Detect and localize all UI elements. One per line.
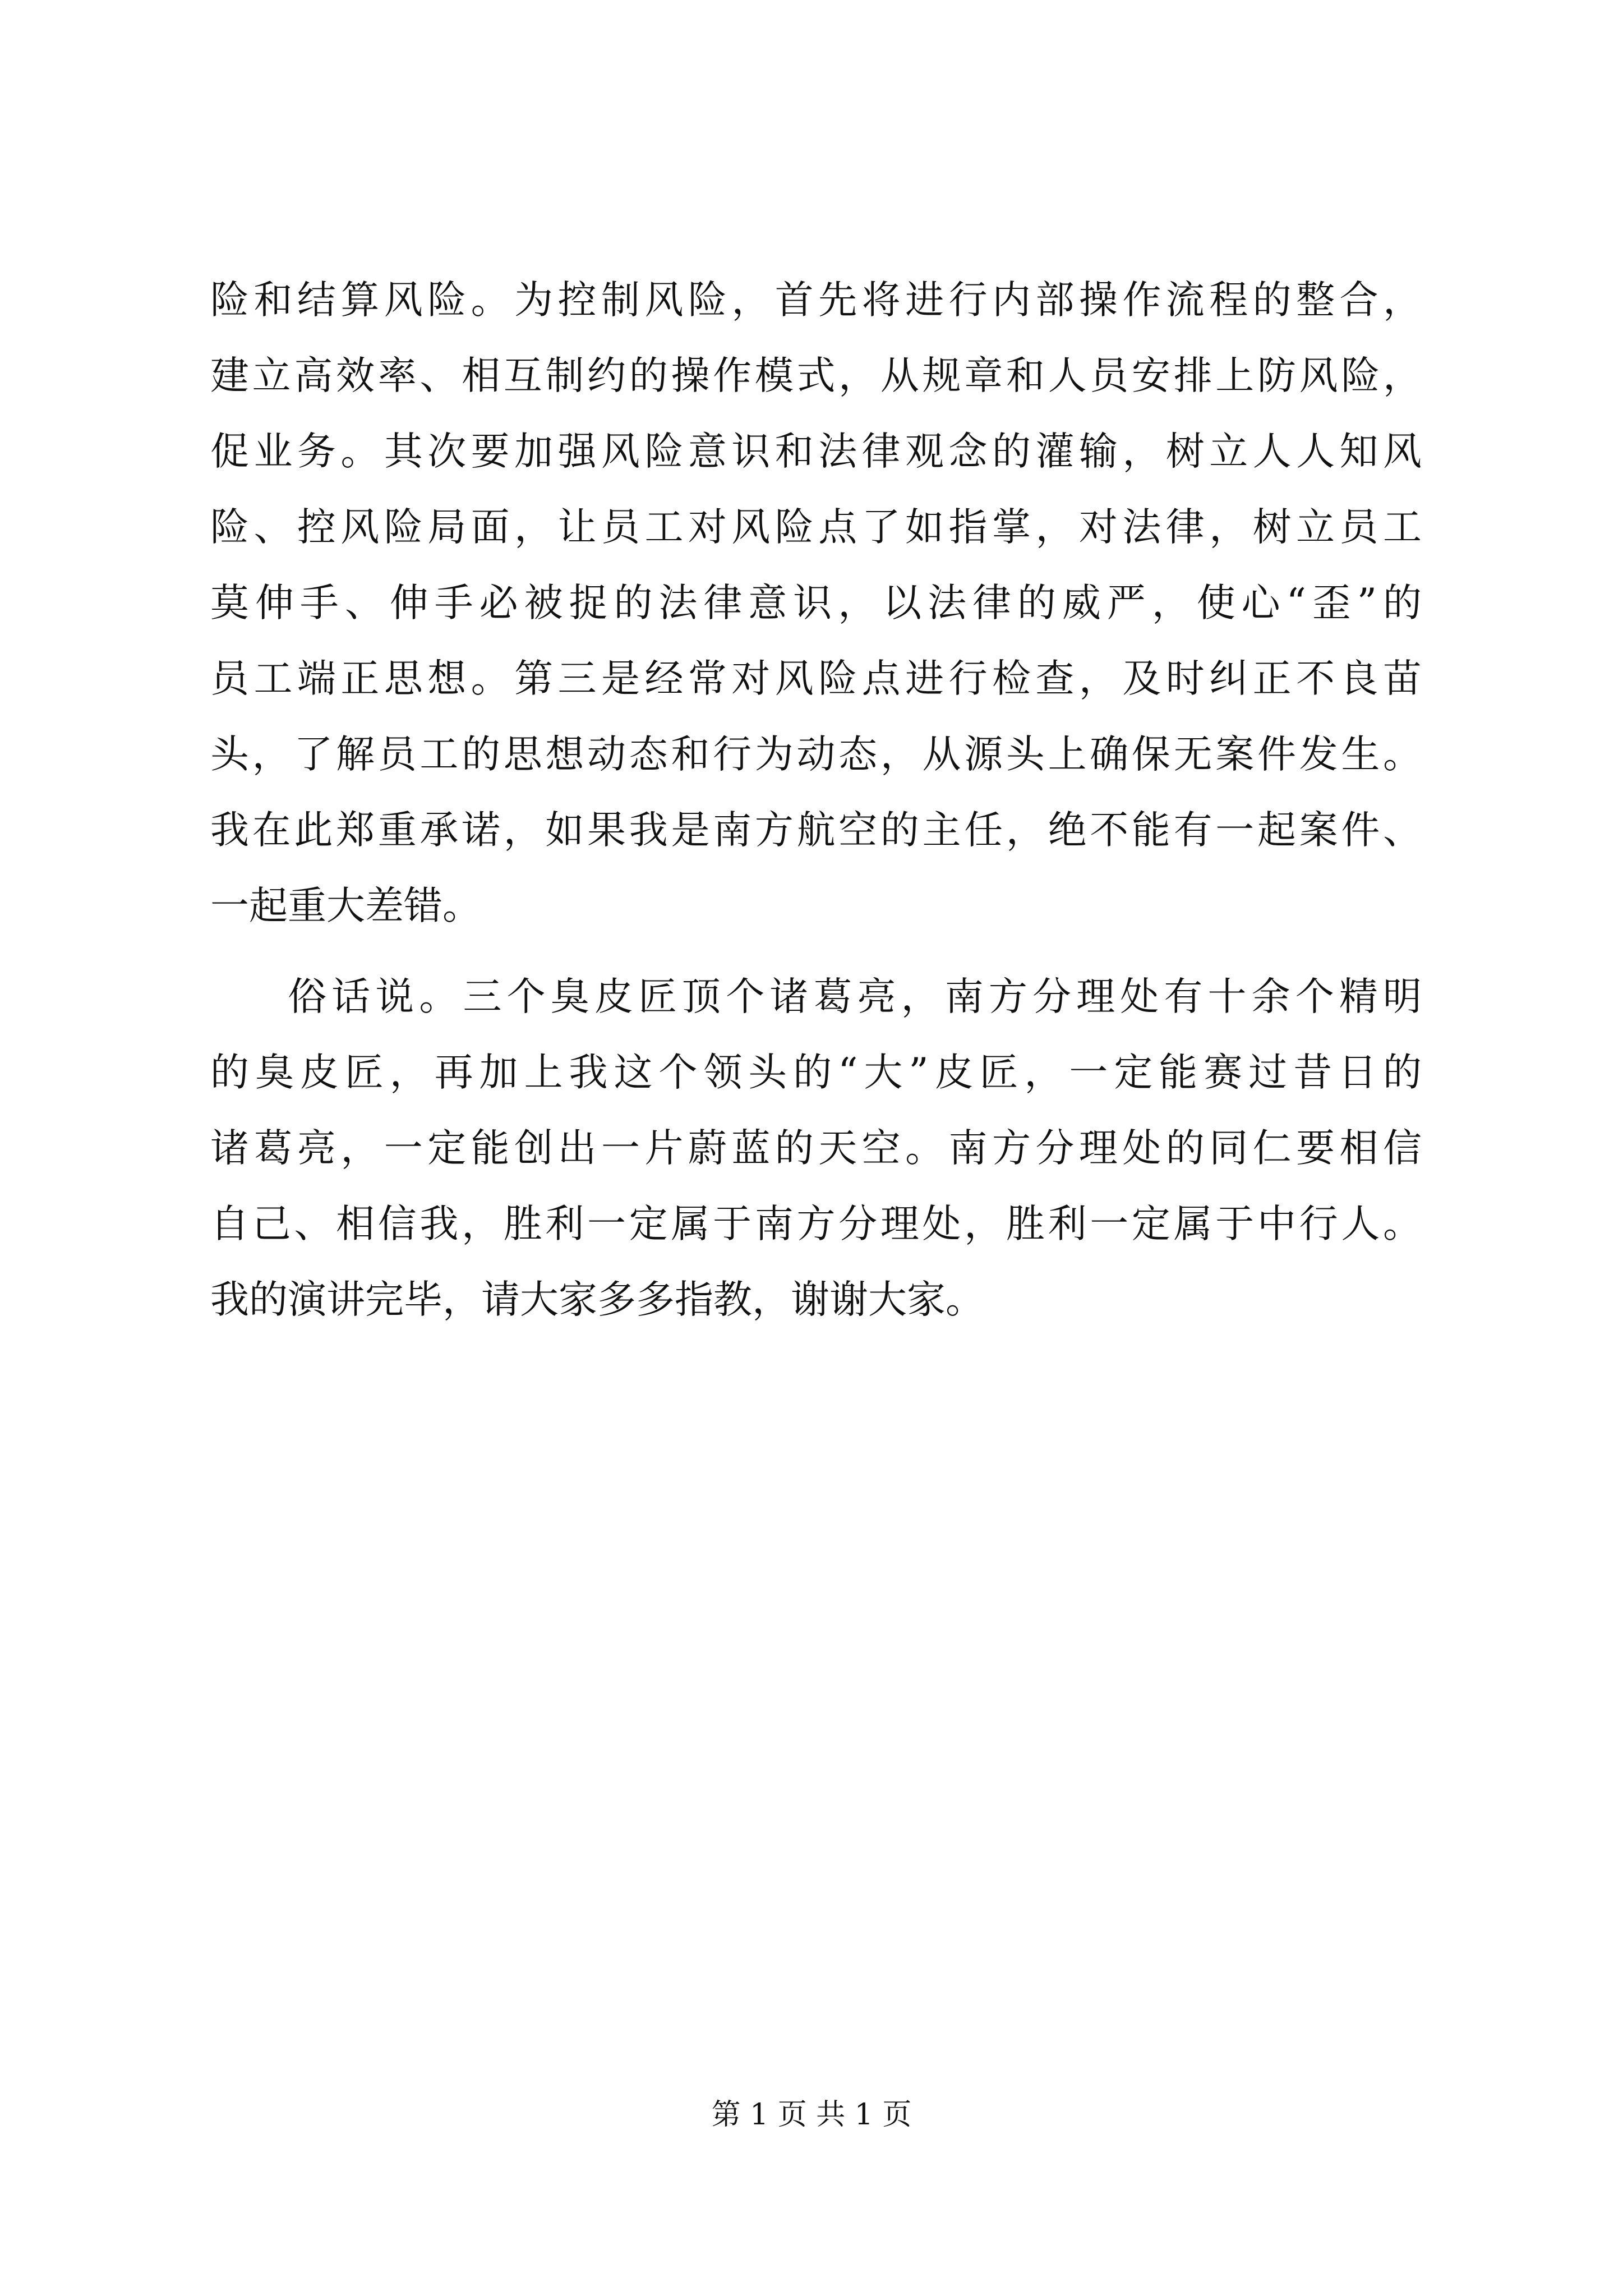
paragraph-line: 俗话说。三个臭皮匠顶个诸葛亮，南方分理处有十余个精明	[288, 974, 1422, 1019]
document-body	[210, 263, 1422, 1338]
paragraph-line: 一起重大差错。	[210, 884, 481, 928]
paragraph-line: 莫伸手、伸手必被捉的法律意识，以法律的威严，使心“歪”的	[210, 581, 1422, 625]
paragraph-1	[210, 263, 1422, 944]
paragraph-line: 险和结算风险。为控制风险，首先将进行内部操作流程的整合，	[210, 278, 1422, 323]
page-number-footer: 第 1 页 共 1 页	[711, 2098, 912, 2132]
paragraph-line: 建立高效率、相互制约的操作模式，从规章和人员安排上防风险，	[210, 353, 1422, 398]
paragraph-line: 险、控风险局面，让员工对风险点了如指掌，对法律，树立员工	[210, 505, 1422, 550]
paragraph-line: 我的演讲完毕，请大家多多指教，谢谢大家。	[210, 1277, 984, 1322]
paragraph-line: 诸葛亮，一定能创出一片蔚蓝的天空。南方分理处的同仁要相信	[210, 1126, 1422, 1171]
paragraph-line: 促业务。其次要加强风险意识和法律观念的灌输，树立人人知风	[210, 429, 1422, 474]
paragraph-line: 头，了解员工的思想动态和行为动态，从源头上确保无案件发生。	[210, 732, 1422, 777]
paragraph-spacer	[210, 944, 1422, 959]
paragraph-2	[210, 959, 1422, 1338]
paragraph-line: 的臭皮匠，再加上我这个领头的“大”皮匠，一定能赛过昔日的	[210, 1050, 1422, 1095]
paragraph-line: 自己、相信我，胜利一定属于南方分理处，胜利一定属于中行人。	[210, 1202, 1422, 1246]
paragraph-line: 员工端正思想。第三是经常对风险点进行检查，及时纠正不良苗	[210, 656, 1422, 701]
paragraph-line: 我在此郑重承诺，如果我是南方航空的主任，绝不能有一起案件、	[210, 808, 1422, 853]
